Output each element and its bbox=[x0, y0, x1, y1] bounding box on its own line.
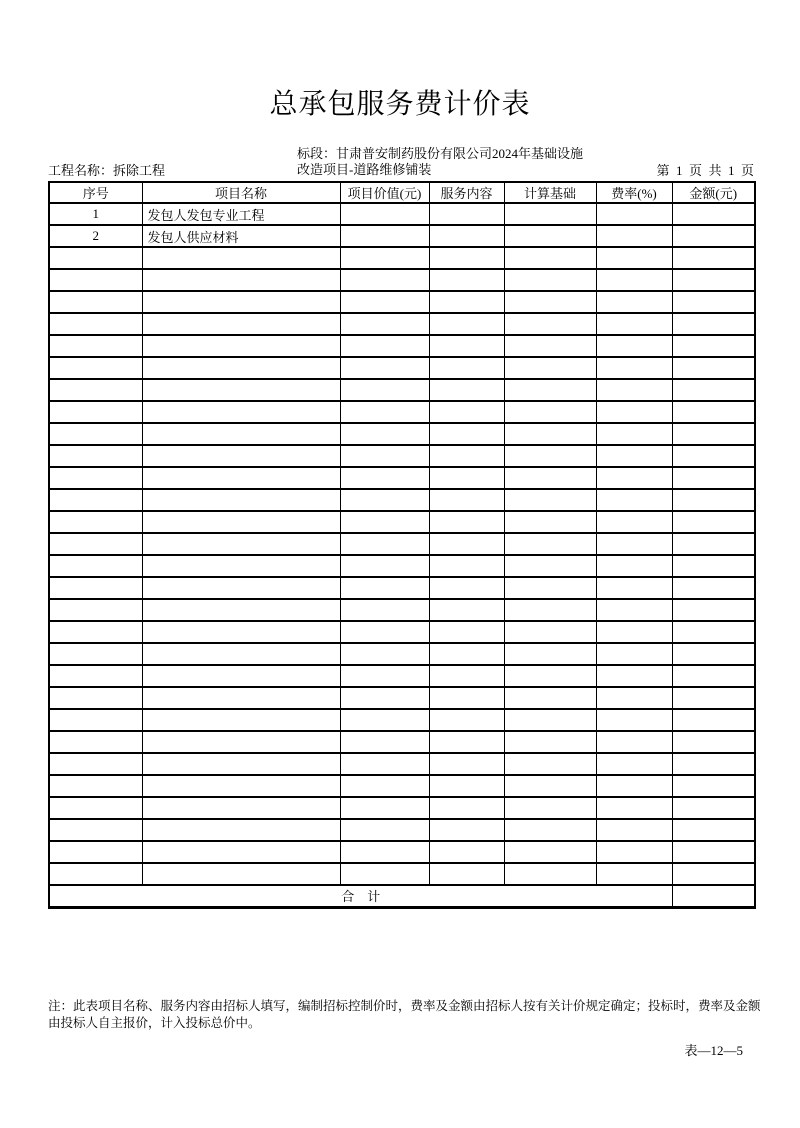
cell-rate bbox=[596, 753, 672, 775]
cell-value bbox=[340, 401, 429, 423]
cell-service bbox=[429, 269, 504, 291]
cell-amount bbox=[672, 731, 755, 753]
cell-no bbox=[49, 687, 142, 709]
cell-rate bbox=[596, 269, 672, 291]
cell-basis bbox=[504, 511, 596, 533]
cell-rate bbox=[596, 687, 672, 709]
cell-basis bbox=[504, 379, 596, 401]
cell-service bbox=[429, 247, 504, 269]
page-title: 总承包服务费计价表 bbox=[269, 89, 531, 120]
cell-no bbox=[49, 533, 142, 555]
table-row bbox=[49, 775, 755, 797]
cell-name bbox=[142, 621, 340, 643]
cell-amount bbox=[672, 489, 755, 511]
cell-service bbox=[429, 797, 504, 819]
cell-name bbox=[142, 489, 340, 511]
cell-service bbox=[429, 643, 504, 665]
table-row bbox=[49, 863, 755, 885]
cell-name bbox=[142, 269, 340, 291]
cell-value bbox=[340, 335, 429, 357]
cell-name bbox=[142, 379, 340, 401]
table-row bbox=[49, 797, 755, 819]
cell-basis bbox=[504, 731, 596, 753]
cell-value bbox=[340, 687, 429, 709]
cell-rate bbox=[596, 225, 672, 247]
cell-value bbox=[340, 775, 429, 797]
table-row bbox=[49, 621, 755, 643]
cell-name bbox=[142, 533, 340, 555]
cell-basis bbox=[504, 467, 596, 489]
cell-basis bbox=[504, 555, 596, 577]
cell-value bbox=[340, 489, 429, 511]
table-row bbox=[49, 841, 755, 863]
table-row bbox=[49, 665, 755, 687]
cell-value bbox=[340, 841, 429, 863]
cell-amount bbox=[672, 753, 755, 775]
cell-amount bbox=[672, 577, 755, 599]
cell-service bbox=[429, 775, 504, 797]
cell-no bbox=[49, 709, 142, 731]
table-row bbox=[49, 269, 755, 291]
cell-name bbox=[142, 577, 340, 599]
cell-amount bbox=[672, 335, 755, 357]
cell-no bbox=[49, 797, 142, 819]
cell-name bbox=[142, 599, 340, 621]
cell-service bbox=[429, 357, 504, 379]
cell-basis bbox=[504, 423, 596, 445]
col-header-value: 项目价值(元) bbox=[340, 182, 429, 203]
cell-name bbox=[142, 445, 340, 467]
table-row bbox=[49, 533, 755, 555]
cell-service bbox=[429, 819, 504, 841]
cell-rate bbox=[596, 401, 672, 423]
cell-name bbox=[142, 357, 340, 379]
fee-table-body bbox=[49, 203, 755, 885]
table-row bbox=[49, 511, 755, 533]
cell-value bbox=[340, 797, 429, 819]
cell-name: 发包人供应材料 bbox=[142, 225, 340, 247]
cell-service bbox=[429, 863, 504, 885]
cell-no bbox=[49, 731, 142, 753]
cell-name bbox=[142, 731, 340, 753]
project-name-value: 拆除工程 bbox=[113, 163, 166, 178]
table-row bbox=[49, 357, 755, 379]
footnote-line-1: 注：此表项目名称、服务内容由招标人填写，编制招标控制价时，费率及金额由招标人按有关计价规定确定；投标时，费率及金额 bbox=[48, 999, 761, 1013]
cell-rate bbox=[596, 731, 672, 753]
total-amount-cell bbox=[672, 885, 755, 907]
table-row bbox=[49, 643, 755, 665]
cell-name bbox=[142, 819, 340, 841]
cell-name bbox=[142, 665, 340, 687]
cell-rate bbox=[596, 863, 672, 885]
cell-rate bbox=[596, 467, 672, 489]
cell-rate bbox=[596, 489, 672, 511]
cell-service bbox=[429, 489, 504, 511]
cell-value bbox=[340, 445, 429, 467]
cell-name bbox=[142, 423, 340, 445]
cell-value bbox=[340, 225, 429, 247]
cell-service bbox=[429, 687, 504, 709]
table-row bbox=[49, 489, 755, 511]
cell-value bbox=[340, 269, 429, 291]
cell-name bbox=[142, 841, 340, 863]
table-row bbox=[49, 819, 755, 841]
cell-amount bbox=[672, 511, 755, 533]
cell-name bbox=[142, 775, 340, 797]
cell-no bbox=[49, 665, 142, 687]
cell-name bbox=[142, 291, 340, 313]
footnote-line-2: 由投标人自主报价，计入投标总价中。 bbox=[48, 1015, 261, 1030]
cell-value bbox=[340, 709, 429, 731]
cell-rate bbox=[596, 599, 672, 621]
cell-amount bbox=[672, 863, 755, 885]
cell-no bbox=[49, 643, 142, 665]
cell-basis bbox=[504, 665, 596, 687]
cell-name bbox=[142, 643, 340, 665]
header-row bbox=[49, 182, 755, 203]
cell-service bbox=[429, 665, 504, 687]
footnote bbox=[48, 998, 760, 1031]
cell-amount bbox=[672, 687, 755, 709]
cell-value bbox=[340, 753, 429, 775]
col-header-service: 服务内容 bbox=[429, 182, 504, 203]
table-row bbox=[49, 225, 755, 247]
cell-value bbox=[340, 731, 429, 753]
fee-table-container bbox=[48, 181, 754, 909]
form-code: 表—12—5 bbox=[684, 1043, 743, 1058]
cell-no bbox=[49, 401, 142, 423]
table-row bbox=[49, 467, 755, 489]
cell-value bbox=[340, 621, 429, 643]
cell-rate bbox=[596, 643, 672, 665]
table-row bbox=[49, 247, 755, 269]
cell-name bbox=[142, 863, 340, 885]
cell-basis bbox=[504, 643, 596, 665]
cell-basis bbox=[504, 709, 596, 731]
cell-amount bbox=[672, 555, 755, 577]
cell-amount bbox=[672, 797, 755, 819]
cell-amount bbox=[672, 269, 755, 291]
cell-service bbox=[429, 621, 504, 643]
cell-name bbox=[142, 687, 340, 709]
cell-value bbox=[340, 555, 429, 577]
section-line-2: 改造项目-道路维修铺装 bbox=[297, 161, 432, 177]
cell-rate bbox=[596, 379, 672, 401]
cell-value bbox=[340, 599, 429, 621]
cell-rate bbox=[596, 335, 672, 357]
cell-name bbox=[142, 335, 340, 357]
cell-basis bbox=[504, 225, 596, 247]
col-header-amount: 金额(元) bbox=[672, 182, 755, 203]
cell-no bbox=[49, 423, 142, 445]
cell-basis bbox=[504, 313, 596, 335]
cell-no bbox=[49, 291, 142, 313]
table-row bbox=[49, 577, 755, 599]
cell-value bbox=[340, 313, 429, 335]
cell-basis bbox=[504, 401, 596, 423]
cell-amount bbox=[672, 775, 755, 797]
cell-amount bbox=[672, 313, 755, 335]
page-number-info: 第 1 页 共 1 页 bbox=[656, 163, 754, 178]
cell-no bbox=[49, 335, 142, 357]
cell-no bbox=[49, 511, 142, 533]
cell-service bbox=[429, 555, 504, 577]
cell-rate bbox=[596, 621, 672, 643]
cell-service bbox=[429, 445, 504, 467]
table-row bbox=[49, 731, 755, 753]
cell-name bbox=[142, 247, 340, 269]
col-header-no: 序号 bbox=[49, 182, 142, 203]
cell-rate bbox=[596, 357, 672, 379]
cell-value bbox=[340, 247, 429, 269]
cell-amount bbox=[672, 599, 755, 621]
cell-rate bbox=[596, 775, 672, 797]
total-label: 合 计 bbox=[49, 885, 672, 907]
cell-amount bbox=[672, 709, 755, 731]
cell-name bbox=[142, 555, 340, 577]
project-name-line bbox=[48, 160, 165, 179]
table-row bbox=[49, 291, 755, 313]
cell-no bbox=[49, 841, 142, 863]
cell-service bbox=[429, 335, 504, 357]
col-header-name: 项目名称 bbox=[142, 182, 340, 203]
cell-rate bbox=[596, 247, 672, 269]
cell-no bbox=[49, 621, 142, 643]
cell-basis bbox=[504, 247, 596, 269]
cell-amount bbox=[672, 291, 755, 313]
fee-table bbox=[48, 181, 756, 909]
table-row bbox=[49, 753, 755, 775]
cell-basis bbox=[504, 203, 596, 225]
cell-service bbox=[429, 225, 504, 247]
cell-value bbox=[340, 379, 429, 401]
cell-name bbox=[142, 753, 340, 775]
cell-amount bbox=[672, 203, 755, 225]
cell-no bbox=[49, 819, 142, 841]
cell-basis bbox=[504, 687, 596, 709]
cell-name bbox=[142, 709, 340, 731]
cell-service bbox=[429, 203, 504, 225]
cell-amount bbox=[672, 401, 755, 423]
cell-value bbox=[340, 357, 429, 379]
cell-no bbox=[49, 357, 142, 379]
total-row bbox=[49, 885, 755, 907]
table-row bbox=[49, 313, 755, 335]
cell-service bbox=[429, 291, 504, 313]
cell-value bbox=[340, 819, 429, 841]
cell-value bbox=[340, 533, 429, 555]
cell-service bbox=[429, 423, 504, 445]
cell-service bbox=[429, 379, 504, 401]
cell-no bbox=[49, 775, 142, 797]
cell-service bbox=[429, 709, 504, 731]
cell-no bbox=[49, 269, 142, 291]
cell-value bbox=[340, 643, 429, 665]
cell-basis bbox=[504, 863, 596, 885]
col-header-basis: 计算基础 bbox=[504, 182, 596, 203]
cell-service bbox=[429, 753, 504, 775]
cell-rate bbox=[596, 533, 672, 555]
cell-no bbox=[49, 577, 142, 599]
cell-name bbox=[142, 797, 340, 819]
cell-no bbox=[49, 599, 142, 621]
cell-no: 1 bbox=[49, 203, 142, 225]
cell-basis bbox=[504, 269, 596, 291]
cell-rate bbox=[596, 445, 672, 467]
cell-rate bbox=[596, 819, 672, 841]
section-line-1: 标段：甘肃普安制药股份有限公司2024年基础设施 bbox=[297, 146, 584, 161]
cell-amount bbox=[672, 665, 755, 687]
table-row bbox=[49, 203, 755, 225]
cell-rate bbox=[596, 313, 672, 335]
cell-basis bbox=[504, 357, 596, 379]
cell-value bbox=[340, 291, 429, 313]
cell-value bbox=[340, 423, 429, 445]
table-row bbox=[49, 709, 755, 731]
cell-basis bbox=[504, 489, 596, 511]
cell-service bbox=[429, 511, 504, 533]
table-row bbox=[49, 379, 755, 401]
table-row bbox=[49, 335, 755, 357]
cell-rate bbox=[596, 555, 672, 577]
cell-no bbox=[49, 379, 142, 401]
cell-amount bbox=[672, 819, 755, 841]
cell-value bbox=[340, 665, 429, 687]
cell-service bbox=[429, 731, 504, 753]
cell-amount bbox=[672, 643, 755, 665]
cell-basis bbox=[504, 819, 596, 841]
project-name-label: 工程名称： bbox=[48, 163, 114, 178]
col-header-rate: 费率(%) bbox=[596, 182, 672, 203]
cell-amount bbox=[672, 357, 755, 379]
cell-basis bbox=[504, 753, 596, 775]
cell-amount bbox=[672, 533, 755, 555]
cell-basis bbox=[504, 577, 596, 599]
cell-value bbox=[340, 203, 429, 225]
cell-no bbox=[49, 445, 142, 467]
cell-rate bbox=[596, 203, 672, 225]
cell-service bbox=[429, 313, 504, 335]
cell-basis bbox=[504, 775, 596, 797]
cell-rate bbox=[596, 709, 672, 731]
cell-amount bbox=[672, 247, 755, 269]
cell-rate bbox=[596, 511, 672, 533]
cell-no bbox=[49, 247, 142, 269]
cell-rate bbox=[596, 665, 672, 687]
cell-service bbox=[429, 577, 504, 599]
cell-name bbox=[142, 313, 340, 335]
cell-amount bbox=[672, 621, 755, 643]
cell-rate bbox=[596, 291, 672, 313]
cell-no bbox=[49, 313, 142, 335]
cell-value bbox=[340, 467, 429, 489]
cell-no: 2 bbox=[49, 225, 142, 247]
cell-basis bbox=[504, 797, 596, 819]
cell-value bbox=[340, 577, 429, 599]
cell-basis bbox=[504, 445, 596, 467]
table-row bbox=[49, 445, 755, 467]
cell-service bbox=[429, 467, 504, 489]
cell-no bbox=[49, 863, 142, 885]
cell-value bbox=[340, 511, 429, 533]
cell-rate bbox=[596, 577, 672, 599]
cell-name bbox=[142, 511, 340, 533]
table-row bbox=[49, 599, 755, 621]
cell-no bbox=[49, 753, 142, 775]
table-row bbox=[49, 687, 755, 709]
cell-amount bbox=[672, 225, 755, 247]
cell-amount bbox=[672, 379, 755, 401]
cell-basis bbox=[504, 335, 596, 357]
cell-rate bbox=[596, 423, 672, 445]
cell-basis bbox=[504, 291, 596, 313]
cell-no bbox=[49, 555, 142, 577]
cell-basis bbox=[504, 599, 596, 621]
cell-name bbox=[142, 401, 340, 423]
table-row bbox=[49, 555, 755, 577]
table-row bbox=[49, 401, 755, 423]
cell-service bbox=[429, 533, 504, 555]
cell-rate bbox=[596, 797, 672, 819]
cell-name bbox=[142, 467, 340, 489]
table-row bbox=[49, 423, 755, 445]
cell-amount bbox=[672, 841, 755, 863]
cell-service bbox=[429, 401, 504, 423]
cell-service bbox=[429, 599, 504, 621]
cell-no bbox=[49, 467, 142, 489]
cell-basis bbox=[504, 533, 596, 555]
cell-name: 发包人发包专业工程 bbox=[142, 203, 340, 225]
cell-service bbox=[429, 841, 504, 863]
cell-value bbox=[340, 863, 429, 885]
cell-amount bbox=[672, 445, 755, 467]
cell-amount bbox=[672, 467, 755, 489]
cell-basis bbox=[504, 841, 596, 863]
form-meta bbox=[48, 146, 754, 181]
cell-amount bbox=[672, 423, 755, 445]
cell-rate bbox=[596, 841, 672, 863]
cell-no bbox=[49, 489, 142, 511]
cell-basis bbox=[504, 621, 596, 643]
section-lines bbox=[297, 146, 583, 177]
